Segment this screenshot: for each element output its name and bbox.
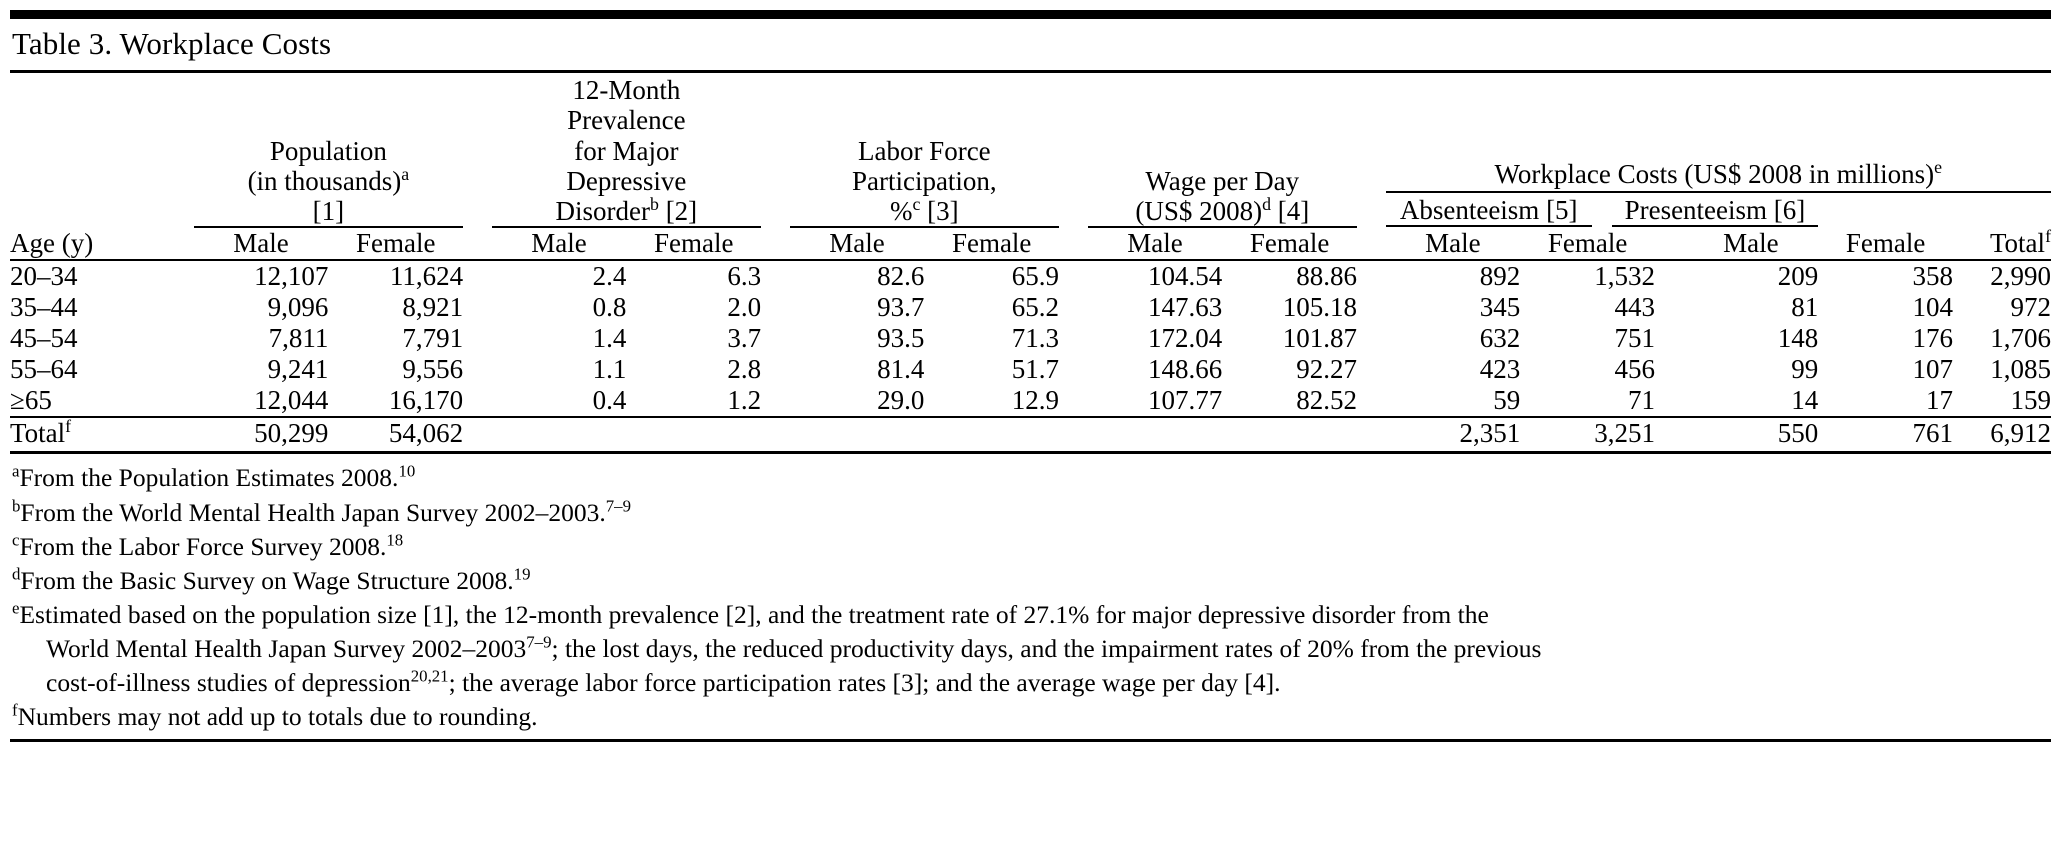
cell-wage-female: 105.18 <box>1282 292 1357 323</box>
cell-total: 2,990 <box>1953 260 2051 292</box>
cell-pres-male: 148 <box>1777 323 1819 354</box>
footnote-e-line2-sup: 7–9 <box>526 632 552 652</box>
header-population-sup: a <box>401 163 410 184</box>
table-row <box>10 260 2051 292</box>
col-header-pres-female: Female <box>1845 228 1926 259</box>
header-prevalence-sup: b <box>650 194 659 215</box>
cell-labor-female: 51.7 <box>1011 354 1060 385</box>
cell-prev-male: 0.4 <box>592 385 627 416</box>
cell-total-labor-male <box>790 417 925 449</box>
cell-wage-male: 148.66 <box>1148 354 1223 385</box>
footnote-e-text: Estimated based on the population size [1], the 12-month prevalence [2], and the treatment rate of 27.1% for major depressive disorder from the <box>19 599 1489 629</box>
header-prevalence-line2: Prevalence <box>567 105 686 136</box>
footnote-d <box>12 564 2049 597</box>
col-header-age: Age (y) <box>10 228 94 259</box>
total-label-text: Total <box>10 418 66 449</box>
title-rule <box>10 70 2051 73</box>
cell-prev-female: 2.8 <box>727 354 762 385</box>
header-absenteeism: Absenteeism [5] <box>1386 193 1592 226</box>
header-prevalence-line1: 12-Month <box>572 75 681 106</box>
cell-age: ≥65 <box>10 385 52 416</box>
column-header-row <box>10 227 2051 260</box>
cell-wage-male: 104.54 <box>1088 260 1223 292</box>
gap <box>463 260 492 292</box>
gap <box>1655 292 1684 323</box>
header-labor-line2: Participation, <box>851 165 997 196</box>
gap-1 <box>463 75 492 227</box>
cell-prev-male: 2.4 <box>492 260 627 292</box>
cell-abs-female: 1,532 <box>1520 260 1655 292</box>
cell-labor-male: 81.4 <box>877 354 925 385</box>
cell-wage-male: 147.63 <box>1148 292 1223 323</box>
footnote-e-marker: e <box>12 598 20 618</box>
cell-labor-female: 65.2 <box>1011 292 1060 323</box>
footnote-c-ref: 18 <box>386 530 404 550</box>
cell-total-wage-male <box>1088 417 1223 449</box>
cell-total: 159 <box>2010 385 2051 416</box>
cell-prev-male: 0.8 <box>592 292 627 323</box>
cell-wage-female: 92.27 <box>1296 354 1357 385</box>
gap <box>463 417 492 449</box>
footnote-e <box>12 598 2049 631</box>
footnote-a-marker: a <box>12 461 20 481</box>
gap-2 <box>761 75 790 227</box>
gap <box>1655 323 1684 354</box>
cell-pop-male: 12,044 <box>254 385 329 416</box>
header-labor-line1: Labor Force <box>857 135 991 166</box>
cell-age: 20–34 <box>10 260 194 292</box>
cell-labor-female: 65.9 <box>924 260 1059 292</box>
footnote-e-line3-sup: 20,21 <box>410 666 449 686</box>
gap <box>1059 260 1088 292</box>
top-rule <box>10 10 2051 19</box>
col-header-prev-female: Female <box>653 228 734 259</box>
col-header-pop-male: Male <box>233 228 289 259</box>
cell-labor-female: 12.9 <box>1011 385 1060 416</box>
gap <box>1655 354 1684 385</box>
gap-6 <box>1818 193 2051 226</box>
header-wage-line1: Wage per Day <box>1145 165 1300 196</box>
header-workplace-costs <box>1386 75 2051 227</box>
header-group-row <box>10 75 2051 227</box>
cell-total-grand: 6,912 <box>1953 417 2051 449</box>
cell-total-pop-female: 54,062 <box>328 417 463 449</box>
cell-pres-female: 107 <box>1912 354 1953 385</box>
cell-pres-male: 209 <box>1684 260 1819 292</box>
cell-prev-female: 6.3 <box>626 260 761 292</box>
footnote-f <box>12 700 2049 733</box>
footnote-e-line3-b: ; the average labor force participation rates [3]; and the average wage per day [4]. <box>448 668 1281 698</box>
header-labor-force <box>790 75 1059 227</box>
cell-abs-male: 423 <box>1479 354 1521 385</box>
cell-pop-female: 7,791 <box>402 323 464 354</box>
footnote-e-line2-b: ; the lost days, the reduced productivity days, and the impairment rates of 20% from the previous <box>551 634 1542 664</box>
cell-pres-female: 358 <box>1818 260 1953 292</box>
footnote-b-ref: 7–9 <box>605 496 631 515</box>
col-header-abs-male: Male <box>1425 228 1481 259</box>
cell-age: 35–44 <box>10 292 78 323</box>
cell-abs-male: 59 <box>1493 385 1521 416</box>
cell-total: 1,085 <box>1990 354 2051 385</box>
footnote-e-line2-a: World Mental Health Japan Survey 2002–2003 <box>46 634 527 664</box>
table-page <box>0 10 2061 862</box>
cell-wage-female: 82.52 <box>1296 385 1357 416</box>
table-title: Table 3. Workplace Costs <box>12 26 332 61</box>
total-label-sup: f <box>65 416 72 437</box>
col-header-prev-male: Male <box>531 228 587 259</box>
gap <box>463 354 492 385</box>
footnote-a-ref: 10 <box>398 461 416 481</box>
gap <box>1655 417 1684 449</box>
cell-total-wage-female <box>1222 417 1357 449</box>
header-wage <box>1088 75 1357 227</box>
cell-pres-female: 104 <box>1912 292 1953 323</box>
cell-labor-male: 82.6 <box>790 260 925 292</box>
table-row <box>10 385 2051 417</box>
header-prevalence-line4: Depressive <box>566 165 687 196</box>
cell-abs-male: 892 <box>1386 260 1521 292</box>
col-header-total-sup: f <box>2045 226 2051 247</box>
col-header-abs-female: Female <box>1547 228 1628 259</box>
gap <box>1059 354 1088 385</box>
gap <box>1357 323 1386 354</box>
cell-total-pres-male: 550 <box>1684 417 1819 449</box>
workplace-costs-table <box>10 75 2051 449</box>
gap-5 <box>1592 193 1612 226</box>
cell-pop-male: 12,107 <box>194 260 329 292</box>
header-spacer <box>10 75 194 227</box>
header-wage-line2: (US$ 2008) <box>1135 196 1263 227</box>
header-prevalence <box>492 75 761 227</box>
col-header-total <box>1953 227 2051 260</box>
header-prevalence-line5: Disorder <box>555 196 651 227</box>
gap <box>1357 417 1386 449</box>
cell-pop-female: 9,556 <box>402 354 464 385</box>
col-header-pop-female: Female <box>356 228 436 259</box>
cell-total-pres-female: 761 <box>1818 417 1953 449</box>
gap-e <box>1655 227 1684 260</box>
cell-wage-male: 172.04 <box>1148 323 1223 354</box>
footnote-e-line3 <box>12 666 2049 699</box>
cell-pop-male: 7,811 <box>268 323 329 354</box>
gap-b <box>761 227 790 260</box>
header-presenteeism: Presenteeism [6] <box>1612 193 1818 226</box>
gap-a <box>463 227 492 260</box>
gap <box>1357 292 1386 323</box>
cell-pop-male: 9,241 <box>267 354 329 385</box>
header-population-line1: Population <box>269 135 387 166</box>
gap <box>1655 260 1684 292</box>
header-wage-ref: [4] <box>1271 196 1310 227</box>
table-row <box>10 292 2051 323</box>
cell-pop-female: 8,921 <box>402 292 464 323</box>
cell-prev-male: 1.1 <box>592 354 627 385</box>
footnote-f-marker: f <box>12 700 18 720</box>
col-header-total-label: Total <box>1989 228 2046 259</box>
cell-wage-female: 88.86 <box>1222 260 1357 292</box>
cell-abs-female: 71 <box>1627 385 1655 416</box>
cell-labor-male: 93.7 <box>877 292 925 323</box>
gap <box>761 292 790 323</box>
footnote-e-line2 <box>12 632 2049 665</box>
cell-prev-female: 3.7 <box>727 323 762 354</box>
gap <box>463 323 492 354</box>
gap-4 <box>1357 75 1386 227</box>
cell-prev-male: 1.4 <box>592 323 627 354</box>
footnote-b <box>12 496 2049 529</box>
footnote-a <box>12 461 2049 494</box>
col-header-wage-male: Male <box>1127 228 1183 259</box>
gap <box>1357 354 1386 385</box>
final-rule <box>10 739 2051 742</box>
cell-prev-female: 1.2 <box>727 385 762 416</box>
footnote-a-text: From the Population Estimates 2008. <box>19 463 399 493</box>
cell-total: 972 <box>2010 292 2051 323</box>
gap <box>463 385 492 417</box>
table-row <box>10 323 2051 354</box>
footnote-d-marker: d <box>12 564 21 584</box>
footnote-d-ref: 19 <box>513 564 531 584</box>
footnote-b-text: From the World Mental Health Japan Survey 2002–2003. <box>20 497 606 527</box>
cell-age: 45–54 <box>10 323 78 354</box>
cell-total-abs-male: 2,351 <box>1386 417 1521 449</box>
cell-abs-male: 632 <box>1479 323 1521 354</box>
gap <box>1059 292 1088 323</box>
cell-abs-female: 456 <box>1614 354 1655 385</box>
cell-labor-male: 93.5 <box>877 323 925 354</box>
table-total-row <box>10 417 2051 449</box>
cell-total-pop-male: 50,299 <box>194 417 329 449</box>
table-body <box>10 260 2051 449</box>
cell-prev-female: 2.0 <box>727 292 762 323</box>
header-population <box>194 75 463 227</box>
cell-labor-female: 71.3 <box>1011 323 1060 354</box>
header-labor-line3: % <box>890 196 913 227</box>
cell-abs-male: 345 <box>1479 292 1521 323</box>
header-workplace-costs-sup: e <box>1934 156 1943 177</box>
gap <box>761 385 790 417</box>
gap-d <box>1357 227 1386 260</box>
cell-pres-female: 17 <box>1925 385 1953 416</box>
gap <box>1357 260 1386 292</box>
cell-total-prev-male <box>492 417 627 449</box>
gap <box>463 292 492 323</box>
cell-pres-male: 99 <box>1791 354 1819 385</box>
cell-wage-male: 107.77 <box>1148 385 1223 416</box>
header-population-line2: (in thousands) <box>247 165 402 196</box>
gap <box>1655 385 1684 417</box>
gap <box>1357 385 1386 417</box>
footnotes <box>10 454 2051 733</box>
gap <box>761 417 790 449</box>
header-workplace-costs-label: Workplace Costs (US$ 2008 in millions) <box>1494 158 1935 189</box>
cell-total-prev-female <box>626 417 761 449</box>
col-header-wage-female: Female <box>1249 228 1330 259</box>
cell-pop-female: 16,170 <box>388 385 464 416</box>
cell-pres-male: 14 <box>1791 385 1819 416</box>
cell-total: 1,706 <box>1990 323 2051 354</box>
gap <box>1059 385 1088 417</box>
col-header-labor-male: Male <box>829 228 885 259</box>
cell-wage-female: 101.87 <box>1282 323 1357 354</box>
gap-3 <box>1059 75 1088 227</box>
footnote-c-marker: c <box>12 530 20 550</box>
footnote-e-line3-a: cost-of-illness studies of depression <box>46 668 411 698</box>
gap <box>761 260 790 292</box>
footnote-b-marker: b <box>12 496 21 515</box>
gap <box>761 354 790 385</box>
cell-pres-female: 176 <box>1912 323 1953 354</box>
cell-pop-male: 9,096 <box>267 292 329 323</box>
cell-abs-female: 443 <box>1614 292 1655 323</box>
footnote-f-text: Numbers may not add up to totals due to rounding. <box>17 702 538 732</box>
footnote-d-text: From the Basic Survey on Wage Structure 2008. <box>20 565 514 595</box>
cell-total-labor-female <box>924 417 1059 449</box>
col-header-labor-female: Female <box>951 228 1032 259</box>
header-prevalence-line3: for Major <box>574 135 679 166</box>
header-wage-sup: d <box>1262 194 1271 215</box>
table-row <box>10 354 2051 385</box>
header-prevalence-ref: [2] <box>658 196 698 227</box>
cell-labor-male: 29.0 <box>877 385 925 416</box>
col-header-pres-male: Male <box>1723 228 1779 259</box>
gap <box>1059 323 1088 354</box>
cell-total-label <box>10 417 194 449</box>
cell-total-abs-female: 3,251 <box>1520 417 1655 449</box>
gap <box>1059 417 1088 449</box>
header-labor-ref: [3] <box>920 196 959 227</box>
footnote-c-text: From the Labor Force Survey 2008. <box>19 531 387 561</box>
cell-abs-female: 751 <box>1614 323 1655 354</box>
cell-age: 55–64 <box>10 354 78 385</box>
cell-pop-female: 11,624 <box>328 260 463 292</box>
gap <box>761 323 790 354</box>
gap-c <box>1059 227 1088 260</box>
header-population-ref: [1] <box>312 196 345 227</box>
cell-pres-male: 81 <box>1791 292 1819 323</box>
header-labor-sup: c <box>912 194 921 215</box>
footnote-c <box>12 530 2049 563</box>
